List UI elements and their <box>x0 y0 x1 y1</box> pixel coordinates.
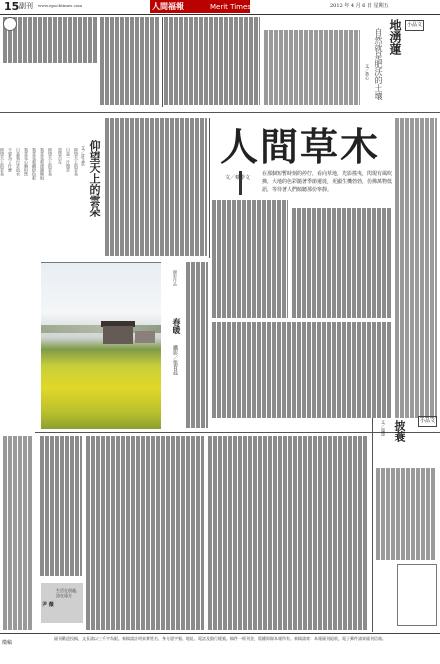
right-text-column-2 <box>292 208 392 318</box>
masthead-english: Merit Times <box>210 3 251 11</box>
contributor-name: 尹 薇 <box>42 602 54 608</box>
pi-article-byline: 文／溫瀅 <box>381 420 386 436</box>
sky-poem-line: 我喜見那繽紛色彩 <box>32 148 37 180</box>
photo-caption-title: 春暖 <box>172 318 182 334</box>
lower-left-text <box>86 436 204 630</box>
section-emblem-icon <box>3 17 17 31</box>
spring-photo <box>41 262 161 429</box>
footer-text: 副刊歡迎投稿，文長請以三千字為限。來稿請註明真實姓名、身分證字號、地址、電話及銀行帳號。稿件一經刊登，版權即歸本報所有。來稿請寄：本報副刊組收。電子郵件請寄副刊信箱。 <box>54 636 386 641</box>
photo-side-text <box>186 262 208 428</box>
left-lower-poem-text <box>40 436 82 576</box>
pi-article-box <box>397 564 437 626</box>
land-article-subtitle: 自然就是肥沃的土壤 <box>374 28 383 100</box>
sky-poem-line: 仰望天上的雲朵 <box>0 148 5 176</box>
sky-poem-line: 我喜見那遼闊無垠 <box>40 148 45 180</box>
land-article-label: 小品文 <box>405 20 424 31</box>
photo-house <box>103 326 133 344</box>
land-article-byline: 文／黃心 <box>365 64 370 80</box>
upper-middle-text <box>100 17 160 105</box>
photo-section-tag: 攝影作品 <box>173 270 178 286</box>
masthead-logo: 人間福報 <box>152 1 184 11</box>
right-text-column-1 <box>212 200 288 318</box>
upper-center-right-text <box>264 30 360 105</box>
footer-label: 徵稿 <box>2 640 13 646</box>
left-top-text-block <box>3 17 97 63</box>
sky-poem-line: 仰望天上的雲朵 <box>48 148 53 176</box>
sky-poem-line: 只是一片閒雲 <box>66 148 71 172</box>
lower-middle-text <box>212 322 392 418</box>
sky-poem-byline: 文／許文雲 <box>81 146 86 166</box>
pi-article-title: 披蓑 <box>393 420 406 442</box>
middle-left-text <box>105 118 207 256</box>
pi-article-label: 小品文 <box>418 416 437 427</box>
main-article-title: 人間草木 <box>220 124 381 169</box>
page-number: 15 <box>4 0 20 13</box>
sky-poem-line: 悠悠自在 <box>58 148 63 164</box>
section-divider <box>0 112 440 113</box>
website-url[interactable]: www.epochtimes.com <box>38 3 83 8</box>
upper-center-text <box>164 17 260 105</box>
sky-poem-title: 仰望天上的雲朵 <box>88 140 101 217</box>
pi-article-text <box>376 468 436 560</box>
sky-poem-line: 不要為了什麼 <box>8 148 13 172</box>
section-divider <box>35 432 440 433</box>
land-article-title: 地湧蓮 <box>388 19 402 55</box>
right-text-column-3 <box>395 118 437 418</box>
divider <box>162 17 163 107</box>
sky-poem-line: 我喜見心胸坦然 <box>24 148 29 176</box>
sky-poem-line: 仰望天上的雲朵 <box>74 148 79 176</box>
main-article-intro: 在那個短暫時刻的停佇，看向草地，光影搖曳，閃現有風吹拂，大地的色彩隨著季節遷徙，更顯生機勃勃，仿佛萬物低語，等待著人們傾聽那份寧靜。 <box>262 171 393 193</box>
lower-center-text <box>208 436 368 630</box>
divider <box>209 118 210 258</box>
divider <box>372 418 373 632</box>
contributor-text: 生活在別處，詩在遠方 <box>56 588 80 598</box>
photo-caption-byline: 攝影／張育晨 <box>172 345 178 375</box>
section-name: 副刊 <box>19 2 33 10</box>
left-bottom-strip <box>3 436 33 630</box>
photo-shed <box>135 331 155 343</box>
main-article-byline: 文／蔡學文 <box>225 175 251 181</box>
sky-poem-line: 只是我行雲流水 <box>16 148 21 176</box>
issue-date: 2012 年 4 月 6 日 星期五 <box>330 3 389 9</box>
